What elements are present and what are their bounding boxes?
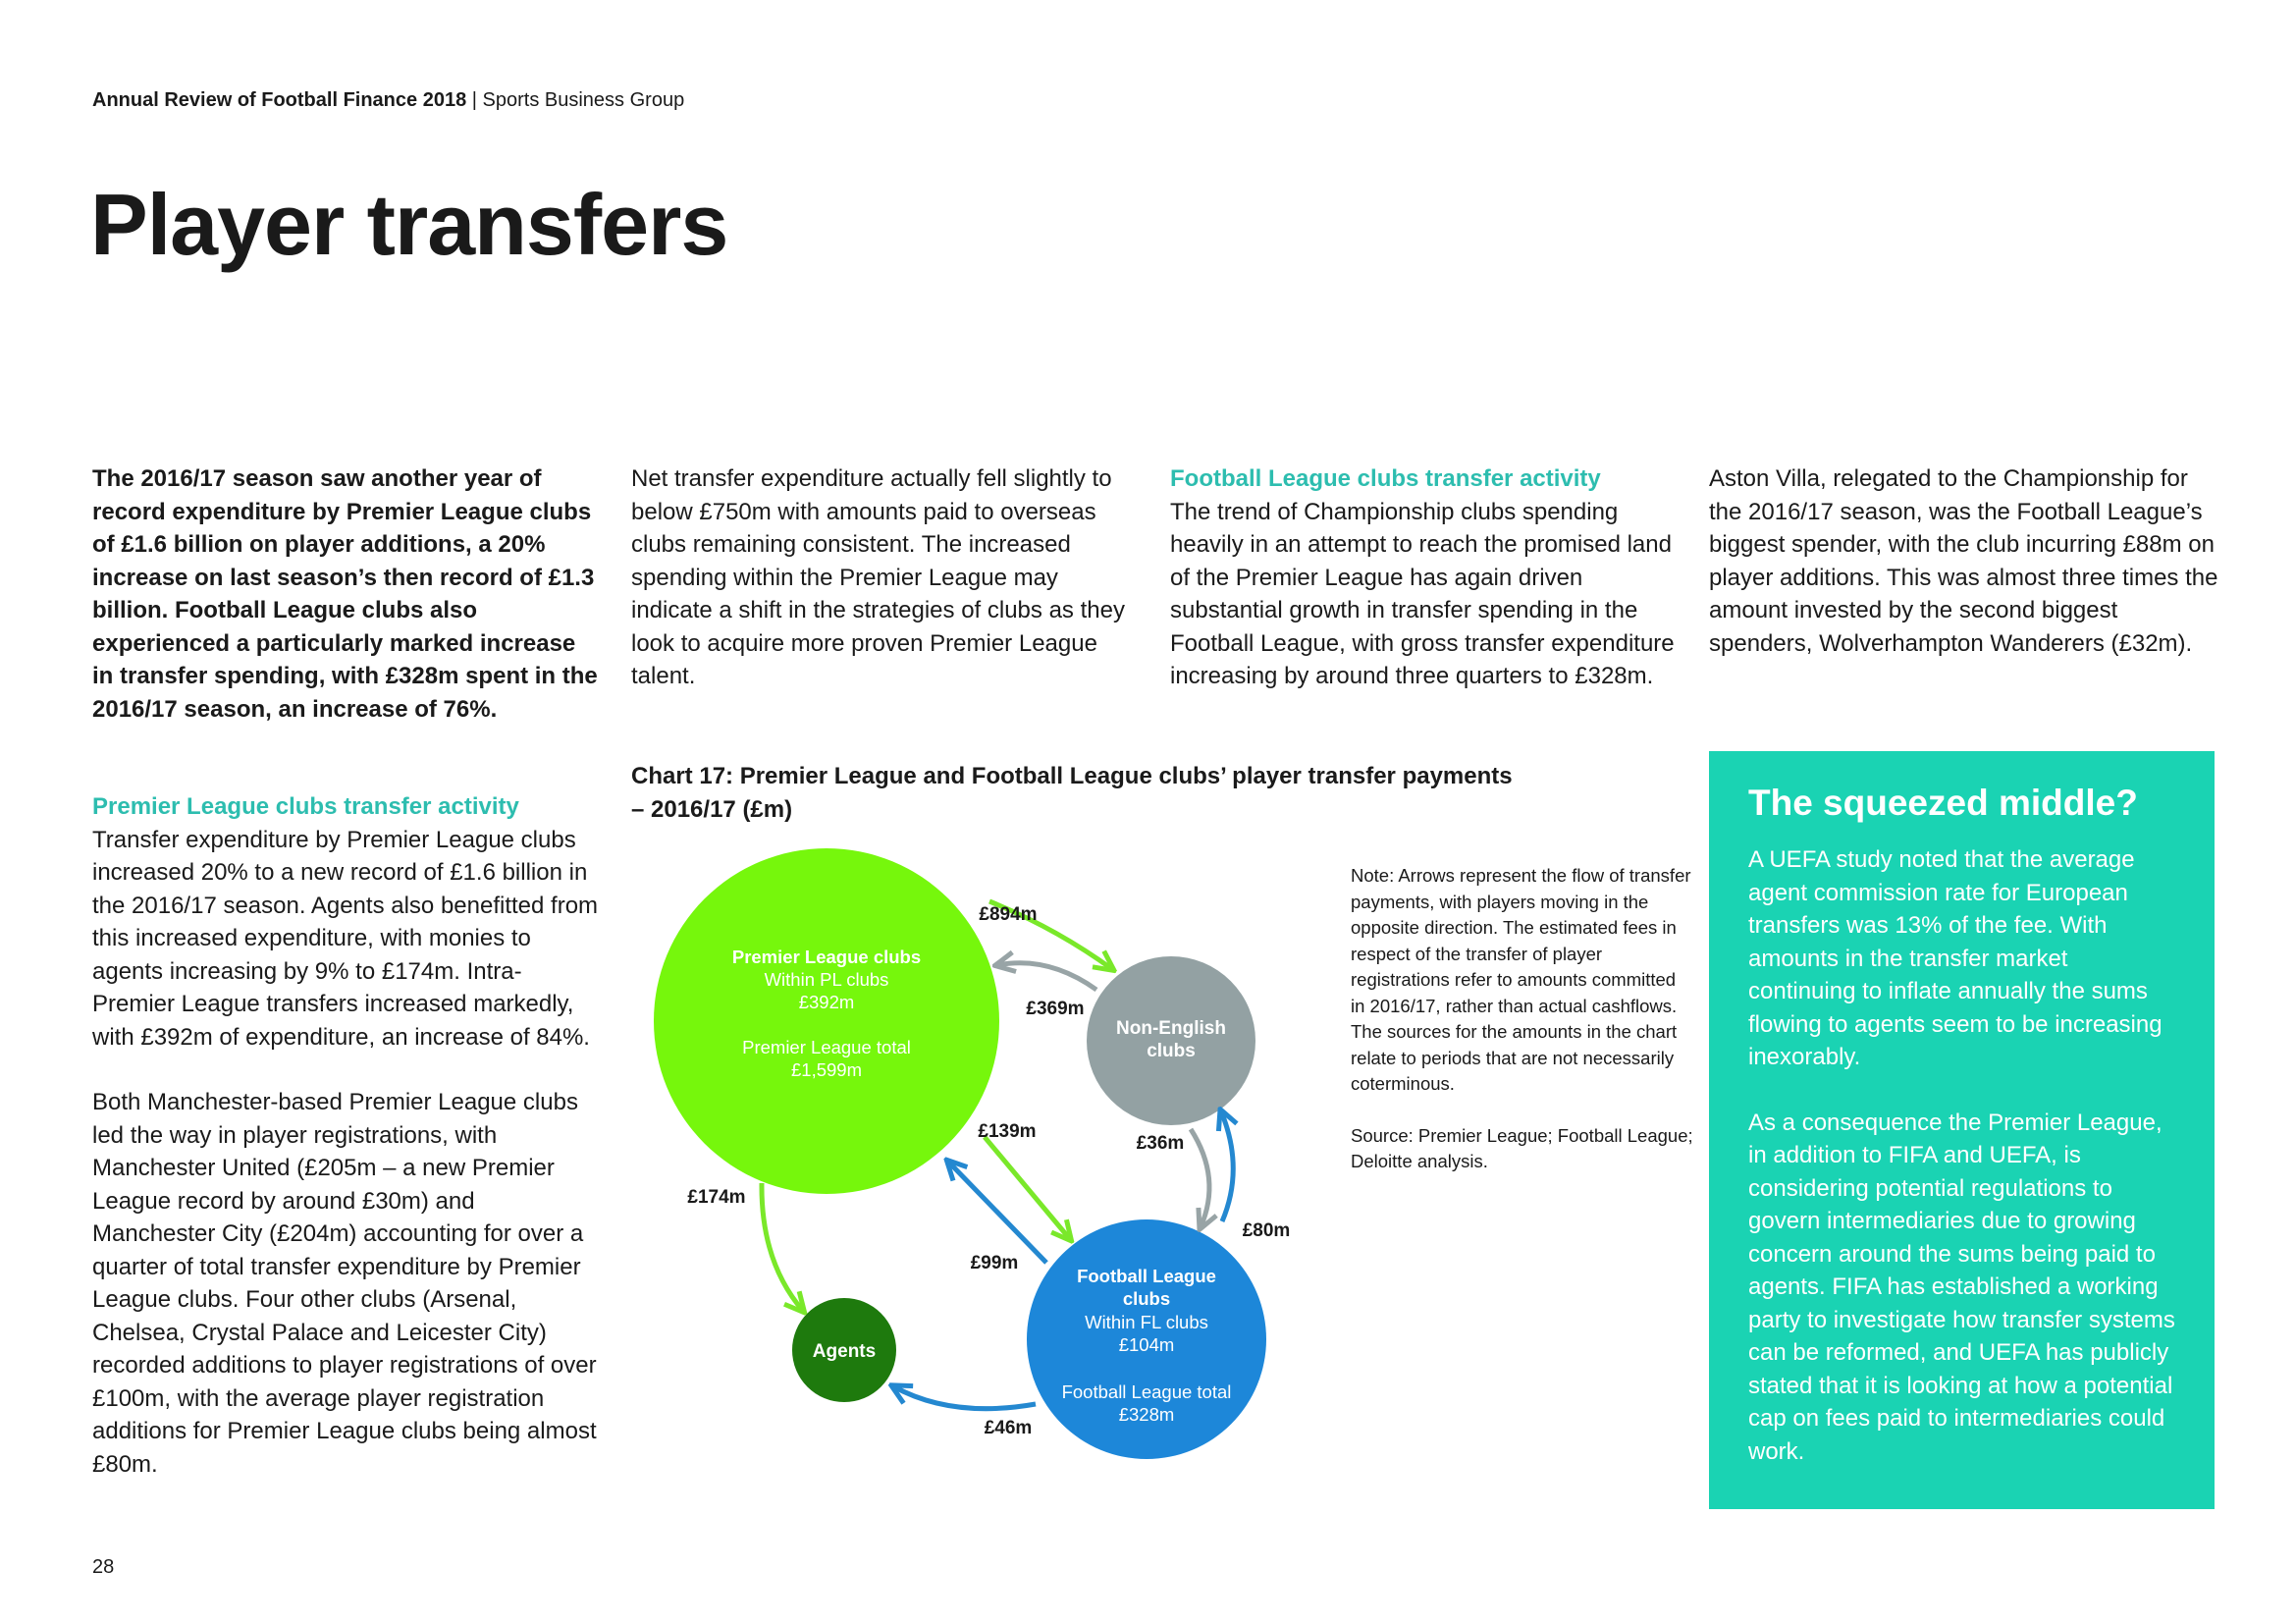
header-separator: |	[471, 89, 477, 111]
fl-node-sub4: £328m	[1118, 1404, 1175, 1425]
fl-body: The trend of Championship clubs spending heavily in an attempt to reach the promised land of the Premier League has again driven substantial growth in transfer spending in the Football League, with gross transfer expenditure increasing by around three quarters to £328m.	[1170, 498, 1675, 689]
intro-text: The 2016/17 season saw another year of record expenditure by Premier League clubs of £1.6 billion on player additions, a 20% increase on last season’s then record of £1.3 billion. Football League clubs also experienced a particularly marked increase in transfer spending, with £328m spent in the 2016/17 season, an increase of 76%.	[92, 465, 598, 723]
arrow-fl-to-nonenglish	[1221, 1111, 1233, 1221]
note-text: Note: Arrows represent the flow of transfer payments, with players moving in the opposite direction. The estimated fees in respect of the transfer of player registrations refer to amounts committed in 2016/17, rather than actual cashflows. The sources for the amounts in the chart relate to periods that are not necessarily coterminous.	[1351, 865, 1691, 1094]
column-four-text: Aston Villa, relegated to the Championship for the 2016/17 season, was the Football League’s biggest spender, with the club incurring £88m on player additions. This was almost three times the amount invested by the second biggest spenders, Wolverhampton Wanderers (£32m).	[1709, 465, 2218, 657]
pl-node-sub2: £392m	[798, 992, 855, 1012]
fl-node-sub1: Within FL clubs	[1085, 1312, 1208, 1332]
flow-label-369: £369m	[1026, 999, 1085, 1019]
arrow-fl-to-pl	[948, 1162, 1046, 1263]
arrow-pl-to-agents	[762, 1183, 803, 1311]
node-premier-league	[654, 848, 999, 1194]
arrow-nonenglish-to-pl	[997, 963, 1096, 990]
page-number: 28	[92, 1556, 115, 1578]
fl-node-sub2: £104m	[1118, 1334, 1175, 1355]
note-source: Source: Premier League; Football League; Deloitte analysis.	[1351, 1124, 1693, 1171]
sidebar-box	[1709, 751, 2215, 1509]
pl-node-sub4: £1,599m	[791, 1059, 862, 1080]
flow-label-80: £80m	[1242, 1220, 1291, 1241]
fl-heading: Football League clubs transfer activity	[1170, 465, 1601, 492]
pl-para2: Both Manchester-based Premier League clubs led the way in player registrations, with Manchester United (£205m – a new Premier League record by around £30m) and Manchester City (£204m) accounting for over a quarter of total transfer expenditure by Premier League clubs. Four other clubs (Arsenal, Chelsea, Crystal Palace and Leicester City) recorded additions to player registrations of over £100m, with the average player registration additions for Premier League clubs being almost £80m.	[92, 1089, 597, 1478]
fl-node-label1: Football League	[1077, 1266, 1216, 1286]
flow-label-894: £894m	[979, 904, 1038, 925]
arrow-pl-to-fl	[985, 1137, 1070, 1239]
group-name: Sports Business Group	[482, 89, 685, 111]
chart-note	[1351, 863, 1694, 1175]
agents-node-label: Agents	[812, 1341, 877, 1362]
sidebar-para2: As a consequence the Premier League, in addition to FIFA and UEFA, is considering potential regulations to govern intermediaries due to growing concern around the sums being paid to agents. FIFA has established a working party to investigate how transfer systems can be reformed, and UEFA has publicly stated that it is looking at how a potential cap on fees paid to intermediaries could work.	[1748, 1109, 2175, 1465]
fl-node-label2: clubs	[1122, 1288, 1171, 1309]
pl-node-sub1: Within PL clubs	[764, 969, 889, 990]
pl-heading: Premier League clubs transfer activity	[92, 793, 519, 820]
pl-node-label: Premier League clubs	[731, 947, 922, 967]
page-title: Player transfers	[90, 176, 728, 273]
arrow-fl-to-agents	[893, 1386, 1036, 1409]
flow-label-36: £36m	[1136, 1133, 1185, 1154]
pl-node-sub3: Premier League total	[742, 1037, 911, 1057]
ne-node-label2: clubs	[1147, 1041, 1196, 1061]
flow-label-46: £46m	[984, 1418, 1033, 1438]
arrow-nonenglish-to-fl	[1191, 1129, 1209, 1227]
column-two-text: Net transfer expenditure actually fell slightly to below £750m with amounts paid to overseas clubs remaining consistent. The increased spending within the Premier League may indicate a shift in the strategies of clubs as they look to acquire more proven Premier League talent.	[631, 465, 1125, 689]
flow-label-99: £99m	[970, 1253, 1019, 1273]
ne-node-label1: Non-English	[1116, 1018, 1226, 1039]
fl-node-sub3: Football League total	[1061, 1381, 1232, 1402]
flow-label-174: £174m	[687, 1187, 746, 1208]
pl-para1: Transfer expenditure by Premier League clubs increased 20% to a new record of £1.6 billion in the 2016/17 season. Agents also benefitted from this increased expenditure, with monies to agents increasing by 9% to £174m. Intra-Premier League transfers increased markedly, with £392m of expenditure, an increase of 84%.	[92, 826, 599, 1051]
flow-label-139: £139m	[978, 1121, 1037, 1142]
sidebar-para1: A UEFA study noted that the average agent commission rate for European transfers was 13% of the fee. With amounts in the transfer market continuing to inflate annually the sums flowing to agents seem to be increasing inexorably.	[1748, 846, 2163, 1070]
report-title: Annual Review of Football Finance 2018	[92, 89, 467, 111]
chart-title-line2: – 2016/17 (£m)	[631, 795, 793, 823]
sidebar-heading: The squeezed middle?	[1748, 783, 2138, 823]
chart-title-line1: Chart 17: Premier League and Football League clubs’ player transfer payments	[631, 763, 1513, 789]
